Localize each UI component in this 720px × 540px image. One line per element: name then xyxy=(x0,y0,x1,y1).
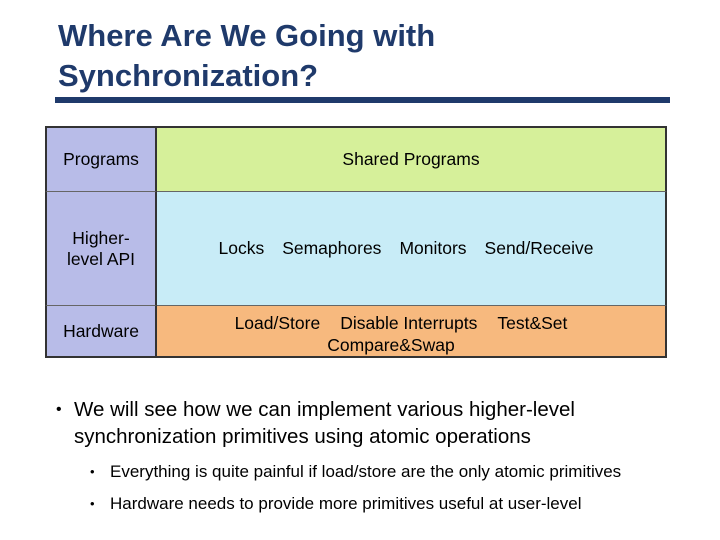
sub-bullet-item xyxy=(88,460,692,483)
bullet-list xyxy=(52,396,692,524)
hardware-primitives-line xyxy=(327,334,494,356)
sub-bullet-item xyxy=(88,492,692,515)
bullet-dot-icon: • xyxy=(90,496,95,511)
layer-programs xyxy=(157,126,667,192)
slide-title-line-1: Where Are We Going with xyxy=(58,18,436,53)
sub-bullet-text: Hardware needs to provide more primitives useful at user-level xyxy=(110,494,582,513)
layer-item: Semaphores xyxy=(282,238,382,258)
title-divider xyxy=(55,97,670,103)
hardware-primitives-line xyxy=(235,312,588,334)
slide-title xyxy=(58,16,678,96)
layer-item: Test&Set xyxy=(497,313,568,333)
bullet-dot-icon: • xyxy=(56,401,62,418)
layer-item: Compare&Swap xyxy=(327,335,455,355)
layer-item: Locks xyxy=(218,238,265,258)
layer-label-programs xyxy=(45,126,157,192)
slide-title-line-2: Synchronization? xyxy=(58,58,319,93)
layer-item: Send/Receive xyxy=(484,238,594,258)
layer-item: Shared Programs xyxy=(342,149,480,169)
layer-label-text: Programs xyxy=(63,149,139,169)
layer-hardware xyxy=(157,306,667,358)
bullet-text: We will see how we can implement various higher-level synchronization primitives using atomic operations xyxy=(74,398,575,448)
layer-label-text: Hardware xyxy=(63,320,139,341)
bullet-item xyxy=(52,396,692,450)
bullet-dot-icon: • xyxy=(90,464,95,479)
layer-label-higher-level-api xyxy=(45,192,157,306)
layer-item: Load/Store xyxy=(234,313,321,333)
layer-item: Disable Interrupts xyxy=(340,313,478,333)
layer-label-text: Higher-level API xyxy=(66,227,136,269)
layer-item: Monitors xyxy=(399,238,467,258)
layer-label-hardware xyxy=(45,306,157,358)
abstraction-layers-diagram xyxy=(45,126,667,358)
layer-higher-level-api xyxy=(157,192,667,306)
sub-bullet-text: Everything is quite painful if load/store are the only atomic primitives xyxy=(110,462,622,481)
